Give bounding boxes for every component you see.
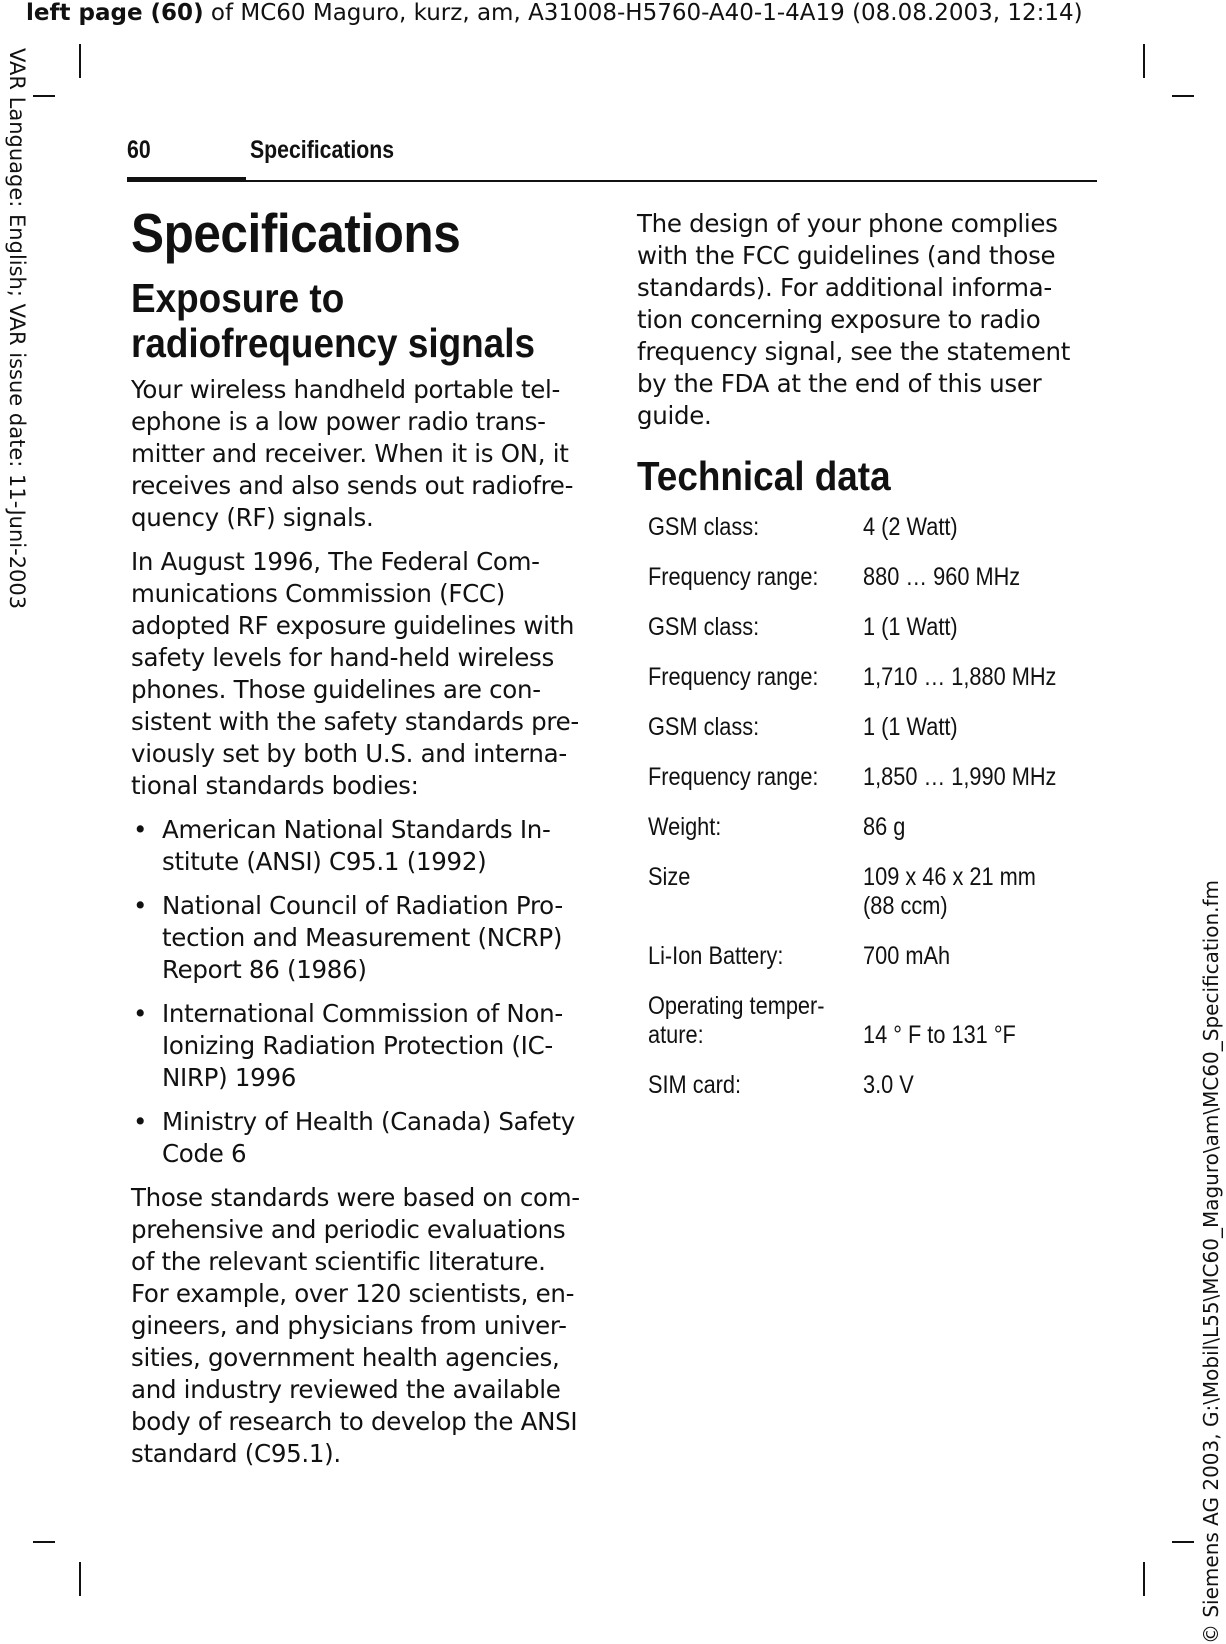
text-line: by the FDA at the end of this user: [637, 369, 1042, 398]
text-line: Code 6: [162, 1139, 247, 1168]
crop-mark: [1172, 1541, 1194, 1543]
spec-value: [863, 613, 1076, 642]
text-line: with the FCC guidelines (and those: [637, 241, 1056, 270]
spec-label: [648, 1071, 835, 1100]
text-line: In August 1996, The Federal Com-: [131, 547, 540, 576]
text-line: munications Commission (FCC): [131, 579, 505, 608]
crop-mark: [33, 95, 55, 97]
spec-label-text: Frequency range:: [648, 663, 819, 691]
text-line: gineers, and physicians from univer-: [131, 1311, 567, 1340]
text-line: safety levels for hand-held wireless: [131, 643, 554, 672]
spec-label-text: SIM card:: [648, 1071, 742, 1099]
spec-label: [648, 513, 835, 542]
exposure-heading-line: Exposure to: [131, 275, 345, 321]
list-item: [131, 1106, 591, 1170]
bullet-icon: •: [133, 999, 148, 1028]
table-row: [648, 563, 1108, 592]
exposure-paragraph-3: [131, 1182, 591, 1470]
text-line: For example, over 120 scientists, en-: [131, 1279, 575, 1308]
spec-value-text: 14 ° F to 131 °F: [863, 1021, 1016, 1049]
crop-mark: [79, 1562, 81, 1596]
spec-label: [648, 992, 835, 1050]
slug-rest: of MC60 Maguro, kurz, am, A31008-H5760-A40-1-4A19 (08.08.2003, 12:14): [203, 0, 1083, 26]
spec-value-text: 1,850 … 1,990 MHz: [863, 763, 1057, 791]
exposure-heading-line: radiofrequency signals: [131, 320, 535, 366]
list-item: [131, 890, 591, 986]
text-line: sistent with the safety standards pre-: [131, 707, 579, 736]
right-column: [637, 208, 1097, 1121]
bullet-icon: •: [133, 891, 148, 920]
standards-list: [131, 814, 591, 1170]
text-line: of the relevant scientific literature.: [131, 1247, 546, 1276]
spec-label: [648, 863, 835, 892]
spec-label: [648, 942, 835, 971]
table-row: [648, 613, 1108, 642]
text-line: frequency signal, see the statement: [637, 337, 1071, 366]
slug-line: [26, 0, 1083, 26]
spec-label: [648, 563, 835, 592]
text-line: Ionizing Radiation Protection (IC-: [162, 1031, 553, 1060]
spec-label: [648, 713, 835, 742]
spec-label-text: Operating temper-: [648, 992, 825, 1020]
text-line: prehensive and periodic evaluations: [131, 1215, 566, 1244]
crop-mark: [1143, 1562, 1145, 1596]
technical-data-table: [648, 513, 1108, 1100]
crop-mark: [33, 1541, 55, 1543]
text-line: Your wireless handheld portable tel-: [131, 375, 561, 404]
left-column: [131, 200, 591, 1482]
page-title: Specifications: [131, 202, 461, 264]
table-row: [648, 992, 1108, 1050]
text-line: quency (RF) signals.: [131, 503, 374, 532]
exposure-paragraph-4: [637, 208, 1097, 432]
table-row: [648, 1071, 1108, 1100]
spec-value-text: 4 (2 Watt): [863, 513, 958, 541]
spec-label-text: Frequency range:: [648, 563, 819, 591]
spec-value-text: 1 (1 Watt): [863, 713, 958, 741]
spec-value: [863, 813, 1076, 842]
text-line: standard (C95.1).: [131, 1439, 341, 1468]
spec-value-text: 700 mAh: [863, 942, 951, 970]
table-row: [648, 942, 1108, 971]
crop-mark: [79, 44, 81, 78]
text-line: National Council of Radiation Pro-: [162, 891, 563, 920]
text-line: Those standards were based on com-: [131, 1183, 580, 1212]
bullet-icon: •: [133, 1107, 148, 1136]
page-number: 60: [127, 136, 151, 164]
text-line: stitute (ANSI) C95.1 (1992): [162, 847, 487, 876]
side-language-note: VAR Language: English; VAR issue date: 11-Juni-2003: [5, 48, 29, 610]
text-line: Ministry of Health (Canada) Safety: [162, 1107, 575, 1136]
spec-value-text: 3.0 V: [863, 1071, 914, 1099]
text-line: The design of your phone complies: [637, 209, 1058, 238]
spec-label-text: Weight:: [648, 813, 722, 841]
spec-value: [863, 763, 1076, 792]
text-line: tion concerning exposure to radio: [637, 305, 1041, 334]
text-line: standards). For additional informa-: [637, 273, 1052, 302]
spec-value: [863, 1071, 1076, 1100]
text-line: tection and Measurement (NCRP): [162, 923, 563, 952]
list-item: [131, 998, 591, 1094]
spec-label: [648, 813, 835, 842]
spec-value-text: 86 g: [863, 813, 906, 841]
list-item: [131, 814, 591, 878]
spec-value-text: 109 x 46 x 21 mm: [863, 863, 1036, 891]
spec-label-text: Size: [648, 863, 691, 891]
text-line: guide.: [637, 401, 712, 430]
spec-value-text: 1 (1 Watt): [863, 613, 958, 641]
text-line: adopted RF exposure guidelines with: [131, 611, 575, 640]
spec-label: [648, 763, 835, 792]
spec-value: [863, 992, 1076, 1050]
table-row: [648, 713, 1108, 742]
spec-label: [648, 663, 835, 692]
exposure-heading: [131, 276, 545, 366]
spec-label-text: GSM class:: [648, 613, 760, 641]
table-row: [648, 863, 1108, 921]
text-line: viously set by both U.S. and interna-: [131, 739, 567, 768]
crop-mark: [1143, 44, 1145, 78]
spec-label-text: GSM class:: [648, 713, 760, 741]
exposure-paragraph-2: [131, 546, 591, 802]
spec-value-text: 1,710 … 1,880 MHz: [863, 663, 1057, 691]
spec-label-text: Li-Ion Battery:: [648, 942, 784, 970]
spec-value: [863, 942, 1076, 971]
spec-label-text: GSM class:: [648, 513, 760, 541]
text-line: body of research to develop the ANSI: [131, 1407, 578, 1436]
spec-label-text: Frequency range:: [648, 763, 819, 791]
spec-value-text: (88 ccm): [863, 892, 948, 920]
text-line: phones. Those guidelines are con-: [131, 675, 541, 704]
text-line: American National Standards In-: [162, 815, 551, 844]
spec-value: [863, 863, 1076, 921]
spec-label-text: ature:: [648, 1021, 704, 1049]
bullet-icon: •: [133, 815, 148, 844]
spec-label: [648, 613, 835, 642]
text-line: and industry reviewed the available: [131, 1375, 561, 1404]
spec-value-text: 880 … 960 MHz: [863, 563, 1021, 591]
exposure-paragraph-1: [131, 374, 591, 534]
text-line: International Commission of Non-: [162, 999, 563, 1028]
table-row: [648, 763, 1108, 792]
running-header: [127, 136, 1097, 180]
crop-mark: [1172, 95, 1194, 97]
table-row: [648, 813, 1108, 842]
table-row: [648, 663, 1108, 692]
spec-value: [863, 713, 1076, 742]
technical-data-heading: Technical data: [637, 453, 891, 499]
text-line: Report 86 (1986): [162, 955, 367, 984]
spec-value: [863, 663, 1076, 692]
spec-value: [863, 513, 1076, 542]
header-rule: [127, 180, 1097, 182]
text-line: tional standards bodies:: [131, 771, 419, 800]
text-line: ephone is a low power radio trans-: [131, 407, 546, 436]
section-title: Specifications: [250, 136, 395, 164]
slug-bold: left page (60): [26, 0, 204, 26]
text-line: receives and also sends out radiofre-: [131, 471, 574, 500]
spec-value: [863, 563, 1076, 592]
text-line: sities, government health agencies,: [131, 1343, 560, 1372]
table-row: [648, 513, 1108, 542]
side-copyright-note: © Siemens AG 2003, G:\Mobil\L55\MC60_Maguro\am\MC60_Specification.fm: [1199, 879, 1223, 1644]
text-line: mitter and receiver. When it is ON, it: [131, 439, 569, 468]
text-line: NIRP) 1996: [162, 1063, 297, 1092]
